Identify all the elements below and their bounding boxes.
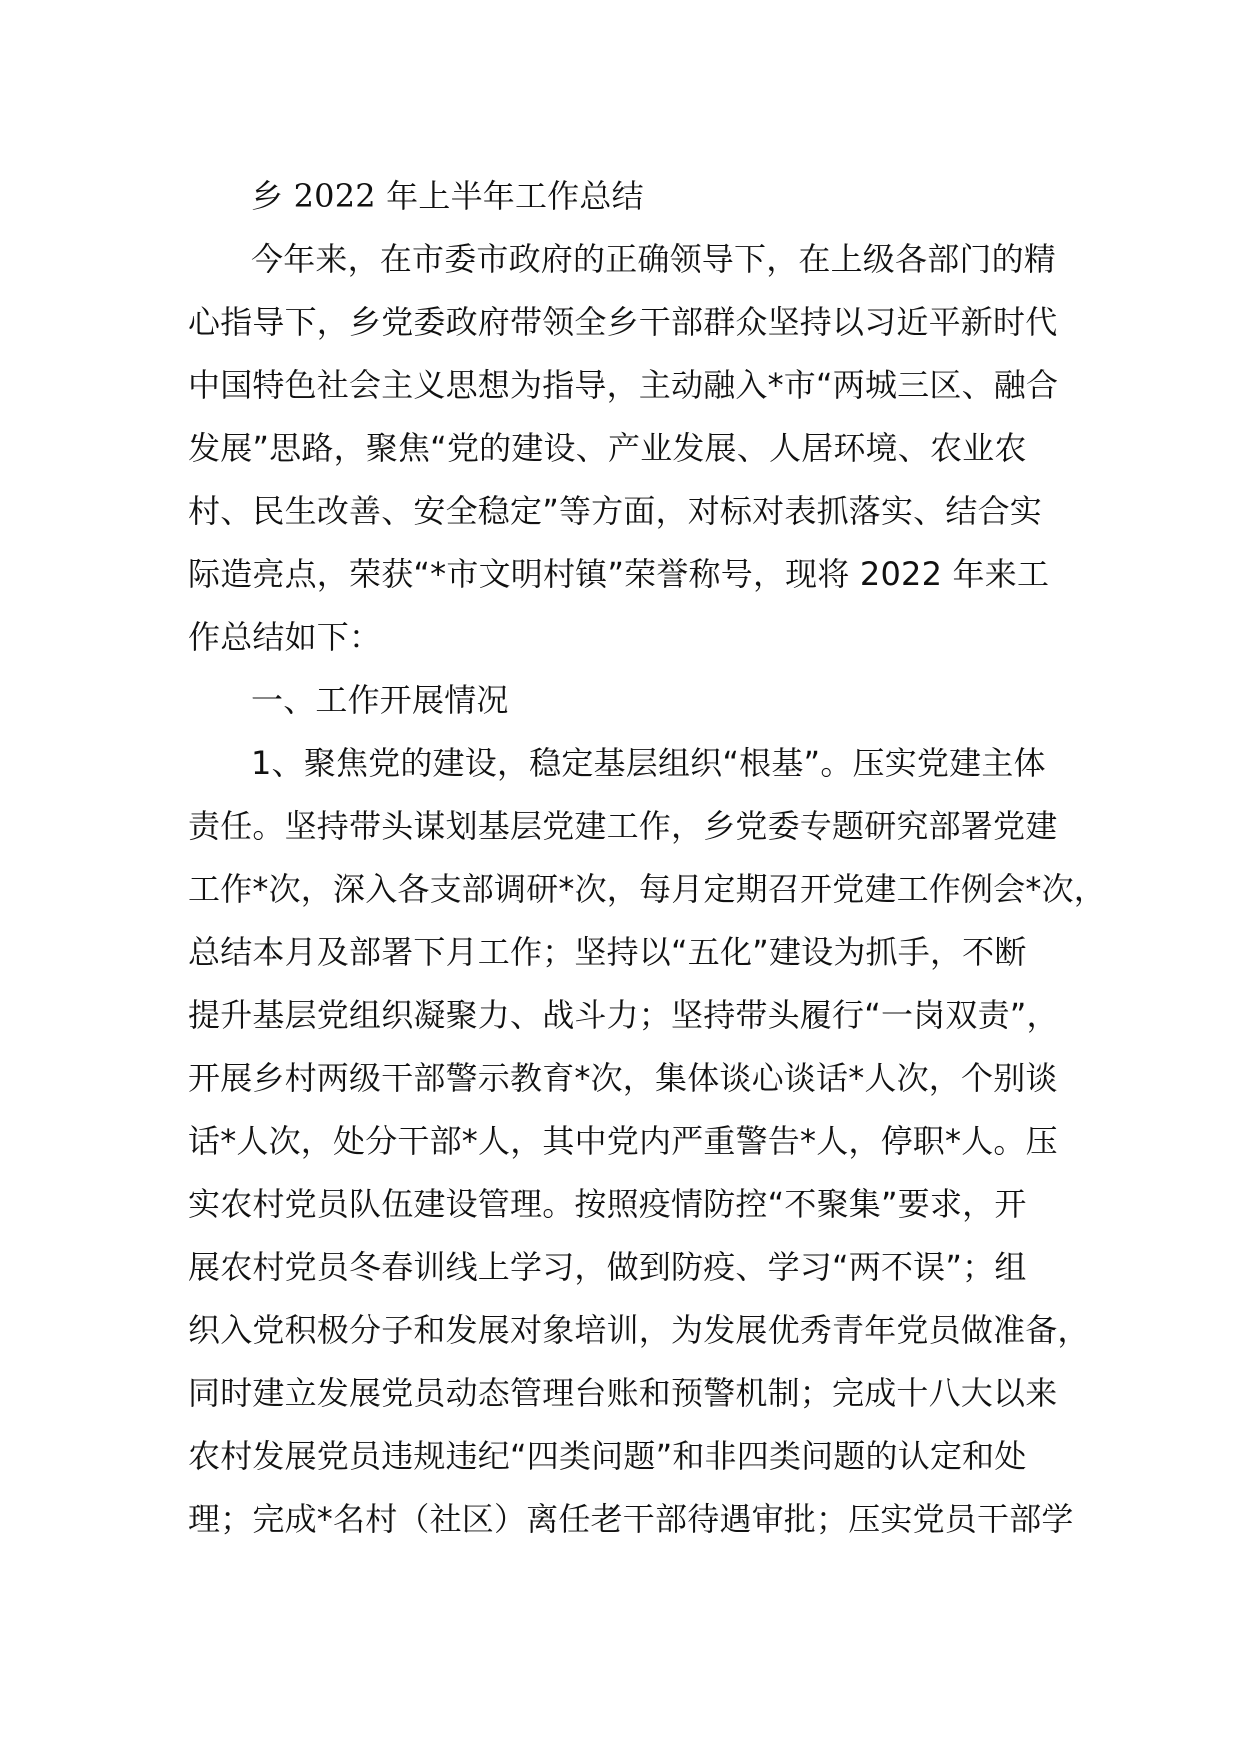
paragraph-line: 展农村党员冬春训线上学习，做到防疫、学习“两不误”；组 (188, 1248, 1027, 1286)
paragraph-line: 织入党积极分子和发展对象培训，为发展优秀青年党员做准备， (188, 1311, 1090, 1349)
paragraph-line: 总结本月及部署下月工作；坚持以“五化”建设为抓手，不断 (188, 933, 1027, 971)
paragraph-line: 开展乡村两级干部警示教育*次，集体谈心谈话*人次，个别谈 (188, 1059, 1058, 1097)
section-heading: 一、工作开展情况 (251, 681, 509, 719)
paragraph-line: 同时建立发展党员动态管理台账和预警机制；完成十八大以来 (188, 1374, 1058, 1412)
paragraph-line: 责任。坚持带头谋划基层党建工作，乡党委专题研究部署党建 (188, 807, 1058, 845)
paragraph-line: 理；完成*名村（社区）离任老干部待遇审批；压实党员干部学 (188, 1500, 1074, 1538)
paragraph-line: 际造亮点，荣获“*市文明村镇”荣誉称号，现将 2022 年来工 (188, 555, 1050, 593)
paragraph-line: 心指导下，乡党委政府带领全乡干部群众坚持以习近平新时代 (188, 303, 1058, 341)
paragraph-line: 作总结如下： (188, 618, 382, 656)
paragraph-line: 话*人次，处分干部*人，其中党内严重警告*人，停职*人。压 (188, 1122, 1058, 1160)
paragraph-line: 今年来，在市委市政府的正确领导下，在上级各部门的精 (251, 240, 1057, 278)
document-title: 乡 2022 年上半年工作总结 (251, 177, 644, 215)
paragraph-line: 中国特色社会主义思想为指导，主动融入*市“两城三区、融合 (188, 366, 1059, 404)
paragraph-line: 1、聚焦党的建设，稳定基层组织“根基”。压实党建主体 (251, 744, 1046, 782)
paragraph-line: 工作*次，深入各支部调研*次，每月定期召开党建工作例会*次， (188, 870, 1107, 908)
paragraph-line: 提升基层党组织凝聚力、战斗力；坚持带头履行“一岗双责”， (188, 996, 1059, 1034)
paragraph-line: 农村发展党员违规违纪“四类问题”和非四类问题的认定和处 (188, 1437, 1027, 1475)
paragraph-line: 发展”思路，聚焦“党的建设、产业发展、人居环境、农业农 (188, 429, 1027, 467)
paragraph-line: 实农村党员队伍建设管理。按照疫情防控“不聚集”要求，开 (188, 1185, 1027, 1223)
paragraph-line: 村、民生改善、安全稳定”等方面，对标对表抓落实、结合实 (188, 492, 1042, 530)
